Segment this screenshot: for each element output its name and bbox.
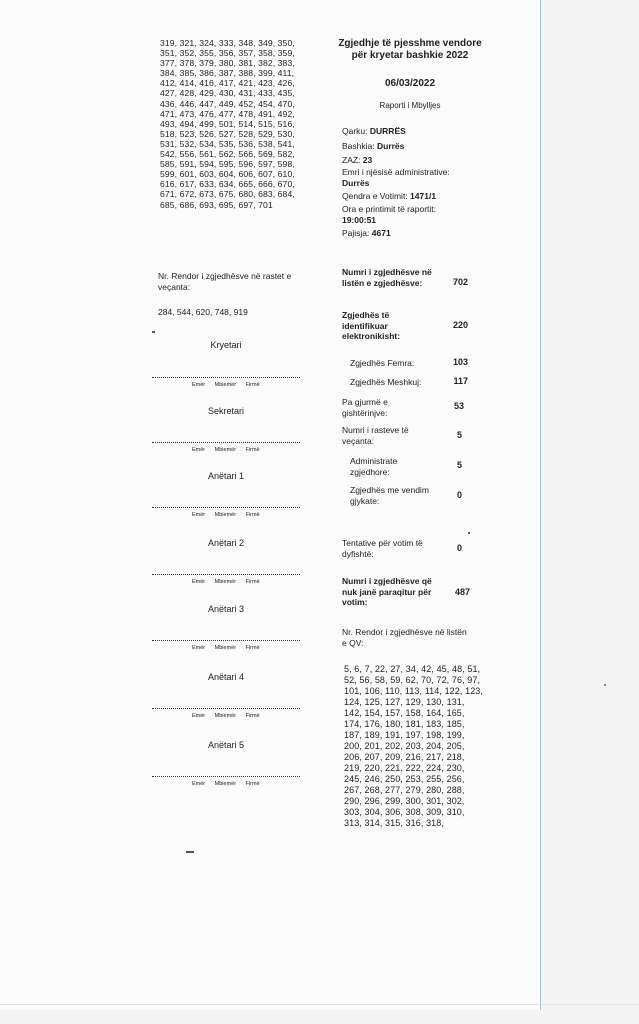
stray-mark	[604, 684, 606, 686]
signature-block-sekretari	[150, 406, 302, 453]
report-type: Raporti i Mbylljes	[379, 101, 441, 110]
signature-sub-label: Emër Mbiemër Firmë	[192, 382, 260, 388]
signature-line	[152, 507, 300, 508]
stray-mark	[186, 851, 194, 853]
stat-admin-value: 5	[456, 460, 462, 470]
special-cases-label: Nr. Rendor i zgjedhësve në rastet e veçanta:	[158, 271, 292, 292]
signature-block-anetari-1	[150, 471, 302, 518]
qarku-label: Qarku:	[342, 126, 368, 136]
paper-edge	[540, 0, 541, 1010]
left-voter-list: 319, 321, 324, 333, 348, 349, 350, 351, 352, 355, 356, 357, 358, 359, 377, 378, 379, 380, 381, 382, 383, 384, 385, 386, 387, 388, 399, 411, 412, 414, 416, 417, 421, 423, 426, 427, 428, 429, 430, 431, 433, 435, 436, 446, 447, 449, 452, 454, 470, 471, 473, 476, 477, 478, 491, 492, 493, 494, 499, 501, 514, 515, 516, 518, 523, 526, 527, 528, 529, 530, 531, 532, 534, 535, 536, 538, 541, 542, 556, 561, 562, 566, 569, 582, 585, 591, 594, 595, 596, 597, 598, 599, 601, 603, 604, 606, 607, 610, 616, 617, 633, 634, 665, 666, 670, 671, 672, 673, 675, 680, 683, 684, 685, 686, 693, 695, 697, 701	[160, 38, 295, 210]
signature-sub-label: Emër Mbiemër Firmë	[192, 512, 260, 518]
stat-female-value: 103	[452, 357, 468, 367]
stray-mark	[152, 331, 155, 333]
report-date: 06/03/2022	[384, 78, 436, 89]
signature-line	[152, 442, 300, 443]
signature-sub-label: Emër Mbiemër Firmë	[192, 447, 260, 453]
stat-not-voted-label: Numri i zgjedhësve që nuk janë paraqitur për votim:	[342, 576, 432, 607]
signature-role: Sekretari	[207, 406, 244, 416]
njesia-label: Emri i njësisë administrative:	[342, 167, 450, 177]
signature-line	[152, 708, 300, 709]
info-bashkia	[342, 141, 492, 152]
signature-block-kryetari	[150, 340, 302, 388]
special-cases-list: 284, 544, 620, 748, 919	[158, 307, 248, 317]
signature-block-anetari-3	[150, 604, 302, 651]
qv-voter-list: 5, 6, 7, 22, 27, 34, 42, 45, 48, 51, 52, 56, 58, 59, 62, 70, 72, 76, 97, 101, 106, 110, 113, 114, 122, 123, 124, 125, 127, 129, 130, 131, 142, 154, 157, 158, 164, 165, 174, 176, 180, 181, 183, 185, 187, 189, 191, 197, 198, 199, 200, 201, 202, 203, 204, 205, 206, 207, 209, 216, 217, 218, 219, 220, 221, 222, 224, 230, 245, 246, 250, 253, 255, 256, 267, 268, 277, 279, 280, 288, 290, 296, 299, 300, 301, 302, 303, 304, 306, 308, 309, 310, 313, 314, 315, 316, 318,	[344, 664, 484, 828]
stat-court-label: Zgjedhës me vendim gjykate:	[350, 485, 429, 506]
info-device	[342, 228, 492, 239]
qv-value: 1471/1	[410, 191, 437, 201]
zaz-label: ZAZ:	[342, 155, 361, 165]
stat-no-fingerprint-label: Pa gjurmë e gishtërinjve:	[342, 397, 388, 418]
info-zaz	[342, 155, 492, 166]
stat-male-label: Zgjedhës Meshkuj:	[350, 377, 422, 387]
stat-double-vote-label: Tentative për votim të dyfishtë:	[342, 538, 423, 559]
signature-role: Anëtari 5	[207, 740, 245, 750]
stat-identified-label: Zgjedhës të identifikuar elektronikisht:	[342, 310, 401, 341]
info-print-time	[342, 204, 492, 226]
device-value: 4671	[371, 228, 391, 238]
stat-male-value: 117	[453, 376, 468, 386]
stat-no-fingerprint-value: 53	[453, 401, 464, 411]
signature-role: Anëtari 3	[207, 604, 245, 614]
qv-label: Qendra e Votimit:	[342, 191, 408, 201]
info-qarku	[342, 126, 492, 137]
zaz-value: 23	[362, 155, 373, 165]
stat-female-label: Zgjedhës Femra:	[350, 358, 415, 368]
stat-special-count-value: 5	[456, 430, 462, 440]
stat-not-voted-value: 487	[454, 587, 470, 597]
device-label: Pajisja:	[342, 228, 370, 238]
stat-listed-label: Numri i zgjedhësve në listën e zgjedhësve:	[342, 267, 432, 288]
njesia-value: Durrës	[342, 178, 370, 188]
signature-block-anetari-4	[150, 672, 302, 719]
qv-list-label: Nr. Rendor i zgjedhësve në listën e QV:	[342, 627, 467, 648]
print-time-value: 19:00:51	[342, 215, 377, 225]
bottom-edge	[0, 1004, 639, 1005]
signature-block-anetari-2	[150, 538, 302, 585]
signature-sub-label: Emër Mbiemër Firmë	[192, 781, 260, 787]
signature-role: Kryetari	[210, 340, 242, 350]
info-qv	[342, 191, 492, 202]
signature-block-anetari-5	[150, 740, 302, 787]
qarku-value: DURRËS	[369, 126, 406, 136]
stat-admin-label: Administrate zgjedhore:	[350, 456, 398, 477]
stat-double-vote-value: 0	[456, 543, 462, 553]
signature-line	[152, 574, 300, 575]
info-njesia	[342, 167, 492, 189]
signature-sub-label: Emër Mbiemër Firmë	[192, 579, 260, 585]
signature-role: Anëtari 2	[207, 538, 245, 548]
signature-sub-label: Emër Mbiemër Firmë	[192, 645, 260, 651]
stat-special-count-label: Numri i rasteve të veçanta:	[342, 425, 409, 446]
signature-line	[152, 640, 300, 641]
signature-line	[152, 377, 300, 378]
stat-court-value: 0	[456, 490, 462, 500]
stat-listed-value: 702	[452, 277, 468, 287]
signature-role: Anëtari 1	[207, 471, 245, 481]
bashkia-label: Bashkia:	[342, 141, 375, 151]
signature-sub-label: Emër Mbiemër Firmë	[192, 713, 260, 719]
signature-role: Anëtari 4	[207, 672, 245, 682]
report-title: Zgjedhje të pjesshme vendore për kryetar bashkie 2022	[338, 38, 482, 61]
bashkia-value: Durrës	[376, 141, 405, 151]
print-time-label: Ora e printimit të raportit:	[342, 204, 437, 214]
signature-line	[152, 776, 300, 777]
stray-mark	[468, 532, 470, 534]
stat-identified-value: 220	[452, 320, 468, 330]
